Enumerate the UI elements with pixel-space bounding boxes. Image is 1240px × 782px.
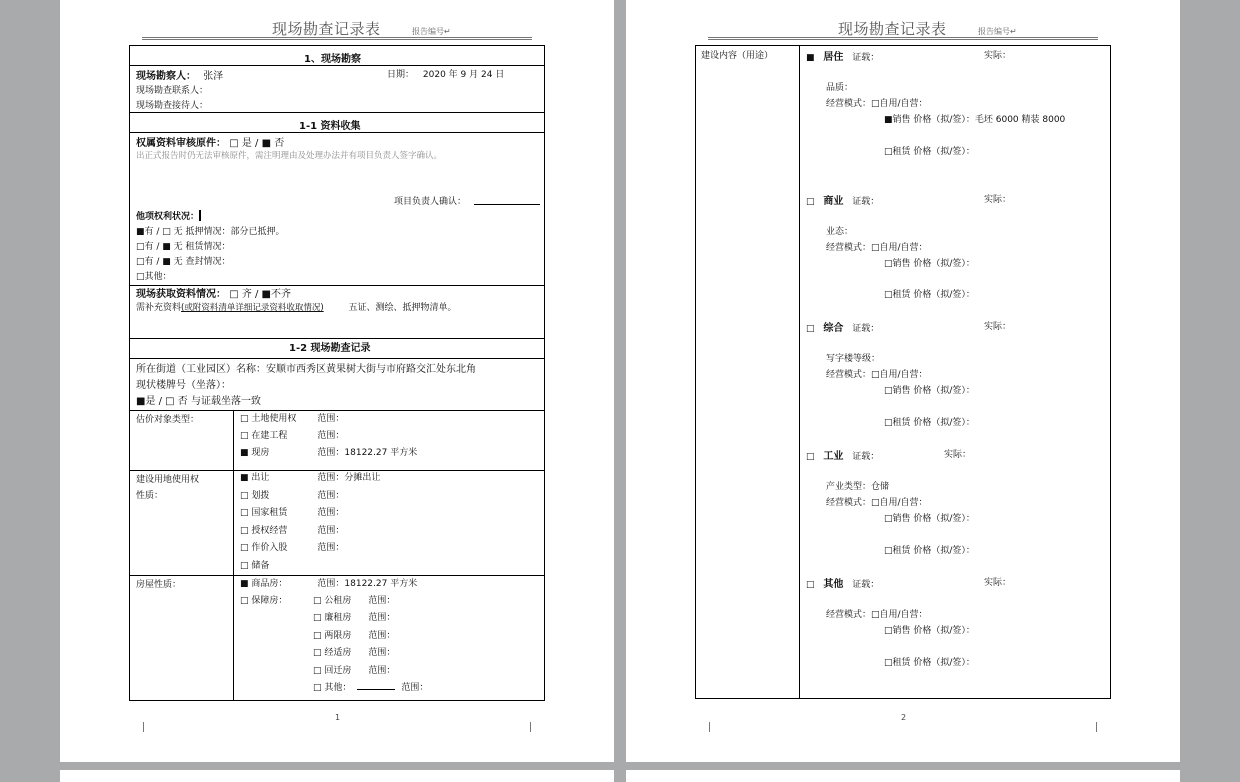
document-page-2 — [626, 0, 1180, 762]
other-rights-label: 他项权利状况： — [136, 212, 200, 222]
land-right-item[interactable]: □ 作价入股 范围： — [240, 543, 345, 553]
document-page-4 — [626, 770, 1180, 782]
commercial-rent[interactable]: □租赁 价格（拟/签）： — [884, 290, 975, 300]
pm-confirm-label: 项目负责人确认： — [394, 197, 467, 207]
section-1-2-title: 1-2 现场勘查记录 — [289, 343, 371, 354]
industrial-mode[interactable]: 经营模式：□自用/自营： — [826, 498, 928, 508]
other-use-rent[interactable]: □租赁 价格（拟/签）： — [884, 658, 975, 668]
plate-label: 现状楼牌号（坐落）： — [136, 380, 231, 391]
text-cursor — [199, 210, 201, 221]
industrial-sale[interactable]: □销售 价格（拟/签）： — [884, 514, 975, 524]
date-value: 2020 年 9 月 24 日 — [422, 70, 505, 80]
contact-label: 现场勘查联系人： — [136, 86, 209, 96]
affordable-item[interactable]: □ 保障房： — [240, 596, 288, 606]
land-right-item[interactable]: □ 划拨 范围： — [240, 490, 345, 501]
mortgage-line[interactable]: ■有 / □ 无 抵押情况：部分已抵押。 — [136, 227, 285, 237]
date-label: 日期： — [387, 70, 415, 80]
ownership-no-checkbox[interactable]: ■ 否 — [261, 138, 285, 149]
section-1-title: 1、现场勘察 — [304, 54, 361, 65]
land-nature-label: 性质： — [136, 491, 164, 501]
inspector-value: 张泽 — [203, 71, 224, 82]
collect-label: 现场获取资料情况： — [136, 289, 226, 300]
match-line[interactable]: ■是 / □ 否 与证载坐落一致 — [136, 396, 261, 407]
composite-sale[interactable]: □销售 价格（拟/签）： — [884, 386, 975, 396]
document-page-1 — [60, 0, 614, 762]
commercial-actual: 实际： — [984, 195, 1012, 205]
industrial-actual: 实际： — [944, 450, 972, 460]
header-rule — [142, 37, 532, 40]
other-use-mode[interactable]: 经营模式：□自用/自营： — [826, 610, 928, 620]
residential-rent[interactable]: □租赁 价格（拟/签）： — [884, 147, 975, 157]
affordable-type-list — [313, 593, 428, 697]
affordable-type-item[interactable]: □ 公租房 范围： — [313, 596, 396, 606]
inspector-label: 现场勘察人： — [136, 71, 196, 82]
residential-quality: 品质： — [826, 83, 854, 93]
inspector-row — [136, 67, 223, 82]
land-right-list — [240, 470, 380, 575]
affordable-type-item[interactable]: □ 两限房 范围： — [313, 630, 396, 641]
affordable-type-item[interactable]: □ 其他： 范围： — [313, 683, 429, 694]
commercial-sale[interactable]: □销售 价格（拟/签）： — [884, 259, 975, 269]
section-1-1-title: 1-1 资料收集 — [299, 121, 361, 132]
object-type-item[interactable]: ■ 现房 范围：18122.27 平方米 — [240, 448, 418, 458]
object-type-list — [240, 411, 417, 462]
header-title: 现场勘查记录表 — [272, 20, 381, 38]
house-nature-label: 房屋性质： — [136, 580, 182, 590]
supplement-value: 五证、测绘、抵押物清单。 — [348, 303, 457, 313]
affordable-type-item[interactable]: □ 经适房 范围： — [313, 648, 396, 659]
composite-mode[interactable]: 经营模式：□自用/自营： — [826, 370, 928, 380]
object-type-label: 估价对象类型： — [136, 415, 200, 425]
header-report-no: 报告编号↵ — [412, 27, 451, 36]
composite-grade: 写字楼等级： — [826, 354, 881, 364]
seizure-line[interactable]: □有 / ■ 无 查封情况： — [136, 257, 231, 267]
page-number: 1 — [335, 713, 341, 722]
header-rule — [708, 37, 1098, 40]
collect-row — [136, 285, 291, 300]
supplement-row — [136, 300, 457, 313]
ownership-note: 出正式报告时仍无法审核原件，需注明理由及处理办法并有项目负责人签字确认。 — [136, 151, 443, 161]
object-type-item[interactable]: □ 土地使用权 范围： — [240, 414, 345, 424]
commodity-item[interactable]: ■ 商品房： 范围：18122.27 平方米 — [240, 579, 418, 589]
residential-sale[interactable]: ■销售 价格（拟/签）：毛坯 6000 精装 8000 — [884, 115, 1066, 125]
ownership-label: 权属资料审核原件： — [136, 138, 226, 149]
affordable-type-item[interactable]: □ 廉租房 范围： — [313, 613, 396, 624]
other-use-actual: 实际： — [984, 578, 1012, 588]
object-type-item[interactable]: □ 在建工程 范围： — [240, 431, 345, 441]
other-use-row[interactable]: □ 其他 证载： — [806, 579, 880, 590]
header-title: 现场勘查记录表 — [838, 20, 947, 38]
industrial-rent[interactable]: □租赁 价格（拟/签）： — [884, 546, 975, 556]
other-use-sale[interactable]: □销售 价格（拟/签）： — [884, 626, 975, 636]
composite-actual: 实际： — [984, 322, 1012, 332]
commercial-format: 业态： — [826, 227, 854, 237]
reception-label: 现场勘查接待人： — [136, 101, 209, 111]
land-right-item[interactable]: □ 国家租赁 范围： — [240, 508, 345, 518]
supplement-label: 需补充资料 — [136, 303, 182, 313]
header-report-no: 报告编号↵ — [978, 27, 1017, 36]
residential-actual: 实际： — [984, 51, 1012, 61]
date-row — [387, 67, 504, 80]
ownership-slash: / — [255, 138, 262, 149]
industrial-row[interactable]: □ 工业 证载： — [806, 451, 880, 462]
other-rights-row — [136, 209, 201, 222]
document-page-3 — [60, 770, 614, 782]
ownership-row — [136, 134, 284, 149]
other-line[interactable]: □其他： — [136, 272, 172, 282]
commercial-row[interactable]: □ 商业 证载： — [806, 196, 880, 207]
affordable-type-item[interactable]: □ 回迁房 范围： — [313, 665, 396, 676]
collect-options[interactable]: □ 齐 / ■不齐 — [229, 289, 291, 300]
residential-row[interactable]: ■ 居住 证载： — [806, 52, 880, 63]
ownership-yes-checkbox[interactable]: □ 是 — [229, 138, 255, 149]
use-label: 建设内容（用途） — [701, 51, 774, 61]
pm-signature-line[interactable] — [474, 204, 540, 205]
industrial-type: 产业类型：仓储 — [826, 482, 890, 492]
commercial-mode[interactable]: 经营模式：□自用/自营： — [826, 243, 928, 253]
supplement-note: (或附资料清单详细记录资料收取情况) — [181, 303, 324, 313]
land-right-label: 建设用地使用权 — [136, 475, 200, 485]
page-number: 2 — [901, 713, 907, 722]
street-line: 所在街道（工业园区）名称：安顺市西秀区黄果树大街与市府路交汇处东北角 — [136, 364, 476, 375]
land-right-item[interactable]: ■ 出让 范围：分摊出让 — [240, 473, 381, 483]
composite-row[interactable]: □ 综合 证载： — [806, 323, 880, 334]
land-right-item[interactable]: □ 授权经营 范围： — [240, 525, 345, 536]
lease-line[interactable]: □有 / ■ 无 租赁情况： — [136, 242, 231, 252]
residential-mode[interactable]: 经营模式：□自用/自营： — [826, 99, 928, 109]
land-right-item[interactable]: □ 储备 — [240, 560, 270, 571]
composite-rent[interactable]: □租赁 价格（拟/签）： — [884, 418, 975, 428]
